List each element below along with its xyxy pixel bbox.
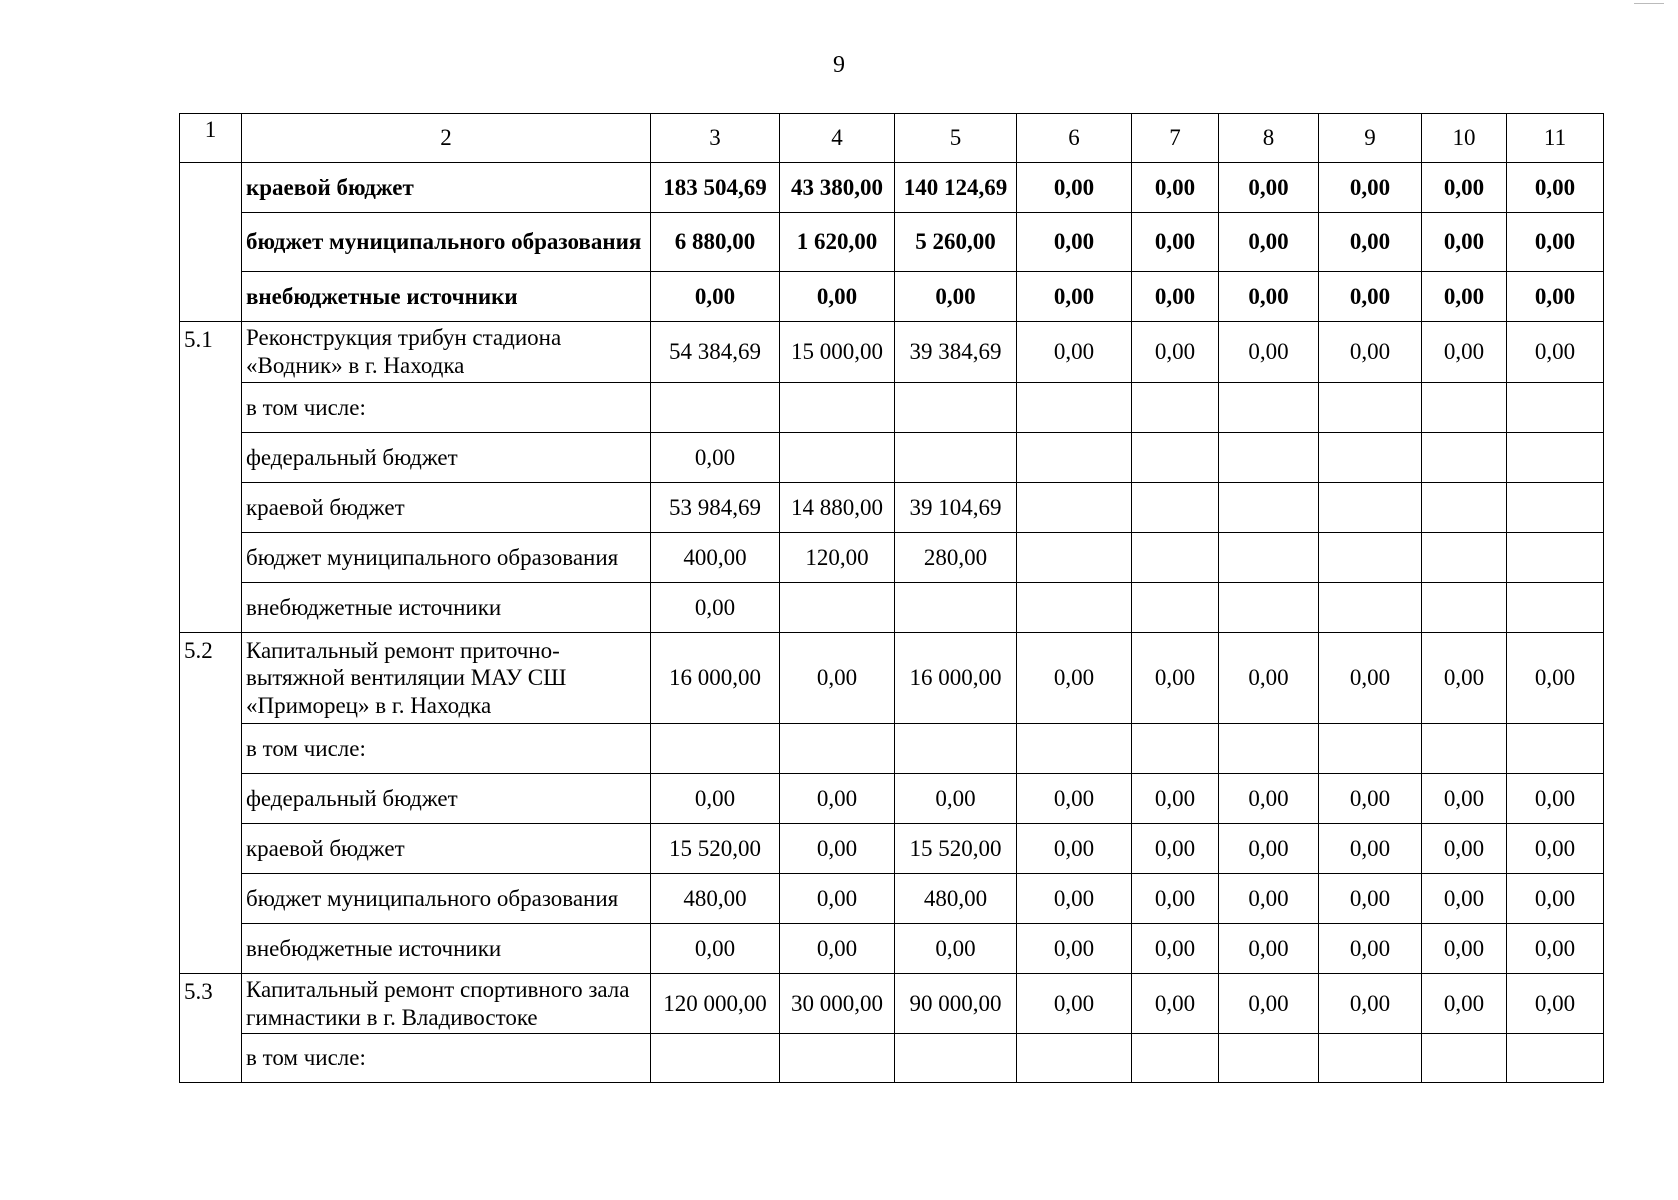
value-cell: 0,00 [1017,924,1132,974]
value-cell: 280,00 [895,533,1017,583]
value-cell: 0,00 [1422,163,1507,213]
value-cell: 0,00 [651,433,780,483]
value-cell: 0,00 [780,824,895,874]
value-cell: 0,00 [1319,633,1422,724]
row-label: в том числе: [242,1034,651,1083]
value-cell [1017,724,1132,774]
value-cell [1507,533,1604,583]
value-cell: 0,00 [651,774,780,824]
value-cell: 0,00 [1319,824,1422,874]
value-cell: 0,00 [1132,213,1219,272]
value-cell: 0,00 [1507,163,1604,213]
value-cell [1422,724,1507,774]
value-cell: 140 124,69 [895,163,1017,213]
value-cell [1319,383,1422,433]
row-label: краевой бюджет [242,163,651,213]
value-cell: 0,00 [1319,322,1422,383]
value-cell: 120,00 [780,533,895,583]
row-label: краевой бюджет [242,483,651,533]
page-number: 9 [833,52,845,78]
row-label: федеральный бюджет [242,774,651,824]
value-cell: 0,00 [1132,824,1219,874]
value-cell [1507,383,1604,433]
row-label: в том числе: [242,724,651,774]
value-cell: 14 880,00 [780,483,895,533]
row-label: федеральный бюджет [242,433,651,483]
value-cell: 0,00 [1507,633,1604,724]
value-cell: 0,00 [1017,213,1132,272]
header-cell: 1 [180,114,242,163]
value-cell [1507,583,1604,633]
value-cell: 0,00 [780,924,895,974]
scan-corner-mark [1634,3,1664,4]
value-cell: 0,00 [1422,322,1507,383]
value-cell: 0,00 [1132,272,1219,322]
table-row [180,774,1604,824]
value-cell [1422,583,1507,633]
value-cell: 39 104,69 [895,483,1017,533]
value-cell: 0,00 [1219,213,1319,272]
value-cell: 43 380,00 [780,163,895,213]
value-cell [1319,433,1422,483]
row-number: 5.1 [180,322,242,633]
value-cell [1219,1034,1319,1083]
table-row [180,724,1604,774]
value-cell [1507,483,1604,533]
value-cell: 0,00 [1319,163,1422,213]
table-header-row [180,114,1604,163]
value-cell: 0,00 [1017,163,1132,213]
value-cell: 0,00 [1132,774,1219,824]
value-cell: 0,00 [1017,322,1132,383]
value-cell: 0,00 [780,633,895,724]
value-cell [895,724,1017,774]
value-cell [780,433,895,483]
table-row [180,272,1604,322]
row-label: Реконструкция трибун стадиона «Водник» в г. Находка [242,322,651,383]
table-row [180,533,1604,583]
value-cell: 0,00 [1319,974,1422,1034]
table-row [180,874,1604,924]
value-cell: 30 000,00 [780,974,895,1034]
header-cell: 5 [895,114,1017,163]
row-label: Капитальный ремонт спортивного зала гимнастики в г. Владивостоке [242,974,651,1034]
value-cell: 0,00 [1132,322,1219,383]
value-cell: 0,00 [1507,824,1604,874]
value-cell [651,1034,780,1083]
value-cell: 0,00 [1132,633,1219,724]
value-cell: 400,00 [651,533,780,583]
value-cell: 0,00 [1219,874,1319,924]
value-cell: 0,00 [1507,874,1604,924]
value-cell: 54 384,69 [651,322,780,383]
value-cell: 0,00 [895,774,1017,824]
value-cell: 0,00 [1017,633,1132,724]
table-row [180,433,1604,483]
value-cell: 0,00 [1219,774,1319,824]
value-cell: 0,00 [1319,213,1422,272]
value-cell [895,583,1017,633]
value-cell: 15 520,00 [895,824,1017,874]
value-cell [1017,483,1132,533]
value-cell [1507,1034,1604,1083]
value-cell: 0,00 [1132,874,1219,924]
value-cell: 0,00 [651,583,780,633]
value-cell [1319,533,1422,583]
value-cell: 5 260,00 [895,213,1017,272]
value-cell: 480,00 [895,874,1017,924]
value-cell [895,433,1017,483]
header-cell: 3 [651,114,780,163]
value-cell [1132,533,1219,583]
row-label: в том числе: [242,383,651,433]
row-label: внебюджетные источники [242,924,651,974]
value-cell [780,1034,895,1083]
value-cell: 0,00 [1132,974,1219,1034]
value-cell: 0,00 [895,272,1017,322]
value-cell [1219,724,1319,774]
value-cell [1219,483,1319,533]
value-cell: 1 620,00 [780,213,895,272]
value-cell [1422,483,1507,533]
table-row [180,633,1604,724]
table-row [180,583,1604,633]
value-cell [780,583,895,633]
value-cell: 39 384,69 [895,322,1017,383]
value-cell [1132,583,1219,633]
value-cell: 0,00 [1422,824,1507,874]
value-cell [1422,433,1507,483]
value-cell [1319,483,1422,533]
value-cell: 183 504,69 [651,163,780,213]
value-cell [1017,383,1132,433]
value-cell: 0,00 [1132,924,1219,974]
value-cell: 0,00 [1219,322,1319,383]
value-cell [1219,583,1319,633]
header-cell: 9 [1319,114,1422,163]
value-cell [895,383,1017,433]
table-row [180,322,1604,383]
value-cell [1017,583,1132,633]
row-number [180,163,242,322]
value-cell: 0,00 [780,774,895,824]
value-cell: 0,00 [895,924,1017,974]
value-cell: 0,00 [1219,974,1319,1034]
value-cell [1017,533,1132,583]
value-cell [1132,433,1219,483]
value-cell: 0,00 [780,874,895,924]
value-cell: 15 000,00 [780,322,895,383]
value-cell [1319,724,1422,774]
value-cell: 0,00 [1507,774,1604,824]
table-row [180,163,1604,213]
table-row [180,974,1604,1034]
row-label: Капитальный ремонт приточно-вытяжной вентиляции МАУ СШ «Приморец» в г. Находка [242,633,651,724]
header-cell: 10 [1422,114,1507,163]
value-cell: 90 000,00 [895,974,1017,1034]
value-cell: 0,00 [1422,633,1507,724]
row-label: внебюджетные источники [242,272,651,322]
value-cell: 0,00 [1507,213,1604,272]
value-cell: 0,00 [1422,213,1507,272]
value-cell [1132,383,1219,433]
row-label: краевой бюджет [242,824,651,874]
value-cell [1017,1034,1132,1083]
header-cell: 6 [1017,114,1132,163]
value-cell [651,383,780,433]
value-cell [1219,383,1319,433]
value-cell: 0,00 [1219,163,1319,213]
value-cell: 0,00 [1017,824,1132,874]
value-cell: 0,00 [1319,924,1422,974]
value-cell: 0,00 [1422,272,1507,322]
table-row [180,924,1604,974]
value-cell [1422,383,1507,433]
value-cell: 120 000,00 [651,974,780,1034]
value-cell: 0,00 [1017,272,1132,322]
value-cell: 0,00 [1422,974,1507,1034]
value-cell [1319,1034,1422,1083]
value-cell: 0,00 [1319,874,1422,924]
value-cell: 53 984,69 [651,483,780,533]
budget-table [179,113,1604,1083]
value-cell: 0,00 [1219,272,1319,322]
header-cell: 8 [1219,114,1319,163]
table-row [180,483,1604,533]
value-cell: 0,00 [651,272,780,322]
value-cell [780,724,895,774]
value-cell: 0,00 [1219,924,1319,974]
value-cell: 480,00 [651,874,780,924]
value-cell [1132,724,1219,774]
header-cell: 4 [780,114,895,163]
value-cell [1132,1034,1219,1083]
value-cell [1422,1034,1507,1083]
value-cell: 0,00 [1017,774,1132,824]
value-cell: 0,00 [1422,924,1507,974]
value-cell: 0,00 [651,924,780,974]
value-cell: 0,00 [1507,272,1604,322]
value-cell [1132,483,1219,533]
value-cell [1422,533,1507,583]
value-cell: 6 880,00 [651,213,780,272]
value-cell [1507,724,1604,774]
value-cell [895,1034,1017,1083]
value-cell [1017,433,1132,483]
value-cell: 0,00 [1132,163,1219,213]
value-cell [1319,583,1422,633]
row-label: внебюджетные источники [242,583,651,633]
header-cell: 7 [1132,114,1219,163]
table-row [180,1034,1604,1083]
table-row [180,824,1604,874]
value-cell: 0,00 [1017,874,1132,924]
value-cell: 0,00 [1017,974,1132,1034]
value-cell [1219,533,1319,583]
value-cell: 15 520,00 [651,824,780,874]
row-number: 5.3 [180,974,242,1083]
value-cell [651,724,780,774]
value-cell: 0,00 [1507,924,1604,974]
header-cell: 2 [242,114,651,163]
value-cell: 16 000,00 [651,633,780,724]
row-label: бюджет муниципального образования [242,213,651,272]
row-label: бюджет муниципального образования [242,533,651,583]
value-cell: 0,00 [1422,774,1507,824]
value-cell: 0,00 [1219,633,1319,724]
value-cell: 0,00 [1219,824,1319,874]
value-cell [1507,433,1604,483]
value-cell: 0,00 [1319,774,1422,824]
table-row [180,383,1604,433]
value-cell: 0,00 [780,272,895,322]
value-cell [1219,433,1319,483]
value-cell: 0,00 [1319,272,1422,322]
value-cell: 16 000,00 [895,633,1017,724]
header-cell: 11 [1507,114,1604,163]
table-row [180,213,1604,272]
value-cell: 0,00 [1507,974,1604,1034]
row-label: бюджет муниципального образования [242,874,651,924]
value-cell: 0,00 [1422,874,1507,924]
value-cell: 0,00 [1507,322,1604,383]
value-cell [780,383,895,433]
row-number: 5.2 [180,633,242,974]
